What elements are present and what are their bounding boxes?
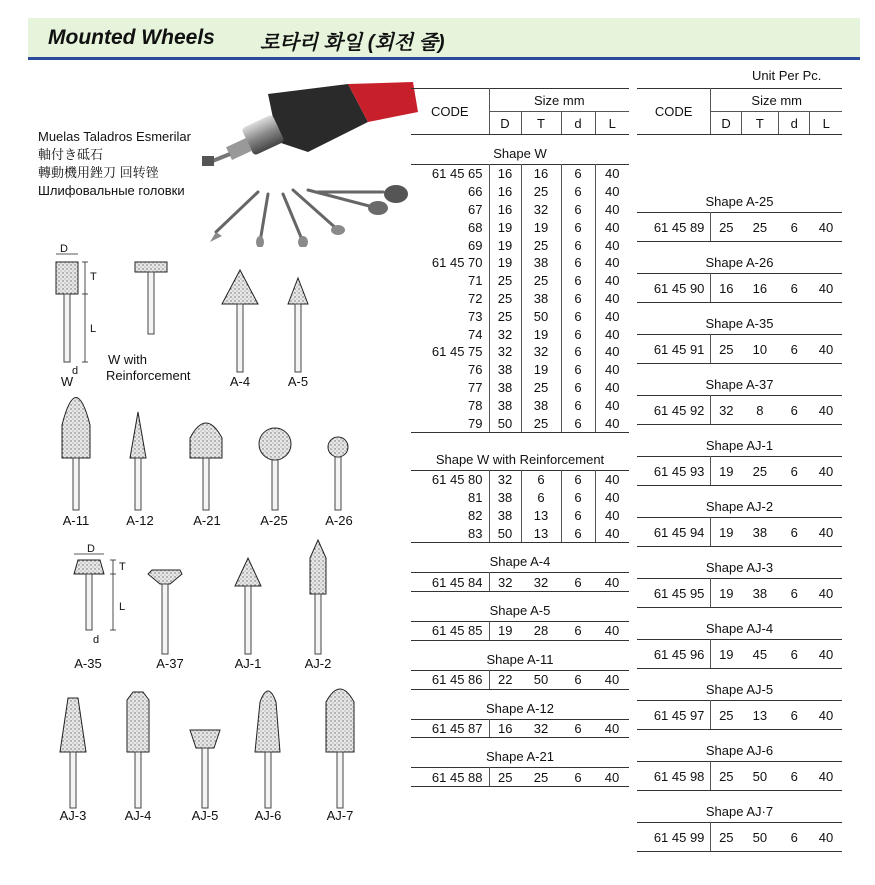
value-cell: 25 (521, 768, 561, 787)
value-cell: 28 (521, 621, 561, 640)
value-cell: 6 (561, 507, 595, 525)
value-cell: 16 (741, 274, 778, 303)
value-cell: 40 (810, 335, 842, 364)
table-row (411, 165, 629, 183)
value-cell: 25 (711, 823, 741, 852)
value-cell: 50 (741, 823, 778, 852)
code-cell: 83 (411, 524, 489, 542)
code-cell: 66 (411, 183, 489, 201)
value-cell: 6 (561, 524, 595, 542)
value-cell: 40 (810, 396, 842, 425)
table-row (411, 507, 629, 525)
value-cell: 40 (605, 290, 620, 306)
value-cell: 25 (711, 213, 741, 242)
section-title: Shape A-5 (411, 591, 629, 621)
value-cell: 22 (489, 670, 521, 689)
table-row (411, 470, 629, 488)
value-cell: 6 (779, 823, 810, 852)
value-cell: 25 (741, 457, 778, 486)
right_table-table (637, 88, 842, 852)
value-cell: 32 (521, 343, 561, 361)
value-cell: 40 (595, 768, 629, 787)
value-cell: 6 (779, 213, 810, 242)
col-header-d: d (779, 112, 810, 135)
value-cell: 32 (711, 396, 741, 425)
code-cell: 61 45 91 (637, 335, 711, 364)
value-cell: 38 (489, 361, 521, 379)
table-row (637, 335, 842, 364)
value-cell: 32 (489, 325, 521, 343)
value-cell: 6 (561, 254, 595, 272)
shape-label-A-4: A-4 (229, 374, 251, 389)
shape-label-AJ-5: AJ-5 (191, 808, 219, 823)
value-cell: 50 (489, 524, 521, 542)
section-title: Shape AJ-4 (637, 608, 842, 640)
shape-label-AJ-1: AJ-1 (234, 656, 262, 671)
code-cell: 61 45 96 (637, 640, 711, 669)
value-cell: 40 (605, 219, 620, 235)
lang-es: Muelas Taladros Esmerilar (38, 129, 191, 144)
table-row (411, 201, 629, 219)
value-cell: 6 (561, 272, 595, 290)
lang-zh: 轉動機用銼刀 回转锉 (38, 165, 159, 180)
value-cell: 25 (521, 236, 561, 254)
value-cell: 16 (489, 165, 521, 183)
value-cell: 45 (741, 640, 778, 669)
value-cell: 6 (521, 470, 561, 488)
code-cell: 78 (411, 396, 489, 414)
value-cell: 6 (779, 701, 810, 730)
value-cell: 16 (489, 201, 521, 219)
size-header: Size mm (711, 89, 842, 112)
section-title: Shape AJ-6 (637, 730, 842, 762)
value-cell: 13 (741, 701, 778, 730)
code-cell: 61 45 75 (411, 343, 489, 361)
code-cell: 61 45 86 (411, 670, 489, 689)
value-cell: 40 (605, 273, 620, 289)
value-cell: 6 (779, 762, 810, 791)
value-cell: 40 (595, 414, 629, 432)
shape-label-AJ-7: AJ-7 (326, 808, 354, 823)
table-row (411, 343, 629, 361)
col-header-L: L (595, 112, 629, 135)
value-cell: 19 (521, 325, 561, 343)
value-cell: 16 (711, 274, 741, 303)
value-cell: 40 (810, 579, 842, 608)
value-cell: 40 (595, 165, 629, 183)
value-cell: 6 (561, 670, 595, 689)
value-cell: 19 (521, 361, 561, 379)
shape-label-AJ-2: AJ-2 (304, 656, 332, 671)
value-cell: 40 (605, 490, 620, 506)
unit-note: Unit Per Pc. (752, 68, 822, 83)
shape-label-A-25: A-25 (260, 513, 288, 528)
shape-label-A-11: A-11 (62, 513, 90, 528)
value-cell: 19 (711, 518, 741, 547)
dim-D-label-1: D (60, 243, 68, 255)
value-cell: 16 (521, 165, 561, 183)
table-row (411, 290, 629, 308)
section-title: Shape A-37 (637, 364, 842, 396)
value-cell: 40 (810, 518, 842, 547)
burr-set-icon (216, 190, 383, 242)
table-row (411, 414, 629, 432)
dim-T-label-1: T (90, 271, 97, 283)
value-cell: 25 (489, 272, 521, 290)
value-cell: 19 (489, 254, 521, 272)
code-cell: 61 45 80 (411, 470, 489, 488)
table-row (637, 579, 842, 608)
value-cell: 40 (810, 274, 842, 303)
value-cell: 40 (605, 397, 620, 413)
code-cell: 81 (411, 489, 489, 507)
value-cell: 50 (521, 670, 561, 689)
section-title: Shape AJ·7 (637, 791, 842, 823)
code-cell: 76 (411, 361, 489, 379)
value-cell: 32 (521, 573, 561, 592)
page-header (28, 18, 860, 60)
value-cell: 6 (561, 236, 595, 254)
code-cell: 74 (411, 325, 489, 343)
value-cell: 6 (561, 307, 595, 325)
table-row (411, 236, 629, 254)
shape-label-A-21: A-21 (193, 513, 221, 528)
value-cell: 38 (521, 290, 561, 308)
shape-label-A-12: A-12 (126, 513, 154, 528)
value-cell: 6 (561, 621, 595, 640)
code-cell: 61 45 99 (637, 823, 711, 852)
dim-D-label-2: D (87, 543, 95, 555)
value-cell: 6 (779, 640, 810, 669)
value-cell: 6 (561, 573, 595, 592)
table-row (637, 640, 842, 669)
table-row (411, 524, 629, 542)
code-cell: 61 45 84 (411, 573, 489, 592)
value-cell: 38 (489, 489, 521, 507)
page-title-en: Mounted Wheels (48, 26, 215, 49)
shape-label-A-37: A-37 (156, 656, 184, 671)
value-cell: 6 (561, 414, 595, 432)
dim-L-label-1: L (90, 323, 97, 335)
value-cell: 32 (521, 201, 561, 219)
value-cell: 40 (595, 524, 629, 542)
code-cell: 79 (411, 414, 489, 432)
value-cell: 19 (521, 218, 561, 236)
value-cell: 40 (605, 255, 620, 271)
code-cell: 61 45 85 (411, 621, 489, 640)
section-title: Shape W with Reinforcement (411, 432, 629, 470)
value-cell: 25 (711, 335, 741, 364)
code-cell: 61 45 90 (637, 274, 711, 303)
table-row (411, 719, 629, 738)
code-cell: 61 45 88 (411, 768, 489, 787)
code-cell: 61 45 94 (637, 518, 711, 547)
section-title: Shape A-12 (411, 689, 629, 719)
table-row (411, 307, 629, 325)
value-cell: 25 (521, 414, 561, 432)
table-row (411, 768, 629, 787)
value-cell: 19 (711, 457, 741, 486)
value-cell: 38 (489, 396, 521, 414)
table-row (411, 670, 629, 689)
section-title: Shape A-25 (705, 194, 774, 209)
size-header: Size mm (489, 89, 629, 112)
table-row (411, 325, 629, 343)
shape-label-W-reinf-1: W with (108, 352, 147, 367)
dim-d-label-2: d (93, 634, 100, 646)
value-cell: 40 (605, 201, 620, 217)
code-cell: 69 (411, 236, 489, 254)
value-cell: 6 (561, 768, 595, 787)
value-cell: 19 (711, 579, 741, 608)
value-cell: 19 (489, 236, 521, 254)
shape-label-A-35: A-35 (74, 656, 102, 671)
table-row (637, 701, 842, 730)
section-title: Shape AJ-1 (637, 425, 842, 457)
language-names (38, 128, 191, 200)
value-cell: 6 (779, 457, 810, 486)
value-cell: 32 (521, 719, 561, 738)
code-cell: 73 (411, 307, 489, 325)
section-title: Shape A-26 (637, 242, 842, 274)
table-row (411, 218, 629, 236)
value-cell: 19 (489, 621, 521, 640)
table-row (411, 254, 629, 272)
value-cell: 6 (561, 218, 595, 236)
shape-label-W: W (60, 374, 74, 389)
value-cell: 40 (595, 573, 629, 592)
table-row (637, 518, 842, 547)
value-cell: 40 (605, 237, 620, 253)
shape-label-A-26: A-26 (325, 513, 353, 528)
value-cell: 6 (561, 396, 595, 414)
value-cell: 25 (489, 307, 521, 325)
value-cell: 6 (561, 489, 595, 507)
table-row (637, 457, 842, 486)
col-header-D: D (489, 112, 521, 135)
code-cell: 82 (411, 507, 489, 525)
table-row (411, 621, 629, 640)
section-title: Shape A-21 (411, 738, 629, 768)
value-cell: 6 (779, 579, 810, 608)
table-row (411, 272, 629, 290)
value-cell: 40 (605, 362, 620, 378)
shape-label-AJ-6: AJ-6 (254, 808, 282, 823)
value-cell: 32 (489, 343, 521, 361)
table-row (637, 213, 842, 242)
value-cell: 6 (561, 290, 595, 308)
table-row (637, 823, 842, 852)
value-cell: 6 (779, 335, 810, 364)
value-cell: 6 (561, 165, 595, 183)
col-header-T: T (741, 112, 778, 135)
lang-ru: Шлифовальные головки (38, 183, 185, 198)
value-cell: 25 (741, 213, 778, 242)
code-cell: 61 45 65 (411, 165, 489, 183)
value-cell: 25 (521, 183, 561, 201)
table-row (411, 573, 629, 592)
value-cell: 25 (521, 272, 561, 290)
value-cell: 13 (521, 524, 561, 542)
code-cell: 61 45 70 (411, 254, 489, 272)
table-row (411, 396, 629, 414)
value-cell: 50 (489, 414, 521, 432)
value-cell: 50 (521, 307, 561, 325)
code-header: CODE (637, 89, 711, 135)
value-cell: 10 (741, 335, 778, 364)
value-cell: 40 (810, 640, 842, 669)
value-cell: 25 (489, 290, 521, 308)
table-row (411, 489, 629, 507)
value-cell: 6 (561, 183, 595, 201)
value-cell: 40 (595, 719, 629, 738)
value-cell: 8 (741, 396, 778, 425)
product-photo (198, 82, 428, 247)
value-cell: 38 (521, 396, 561, 414)
section-title: Shape AJ-5 (637, 669, 842, 701)
code-cell: 67 (411, 201, 489, 219)
value-cell: 40 (605, 379, 620, 395)
value-cell: 19 (489, 218, 521, 236)
value-cell: 6 (561, 325, 595, 343)
code-cell: 61 45 97 (637, 701, 711, 730)
value-cell: 40 (810, 762, 842, 791)
left_table-table (411, 88, 629, 787)
shape-drawings (30, 240, 410, 840)
value-cell: 6 (561, 201, 595, 219)
dim-d-label-1: d (72, 365, 79, 377)
code-cell: 68 (411, 218, 489, 236)
drill-icon (202, 82, 418, 166)
value-cell: 40 (605, 507, 620, 523)
section-title: Shape AJ-3 (637, 547, 842, 579)
dim-L-label-2: L (119, 601, 126, 613)
value-cell: 40 (605, 184, 620, 200)
shape-label-A-5: A-5 (287, 374, 309, 389)
value-cell: 13 (521, 507, 561, 525)
code-cell: 61 45 89 (637, 213, 711, 242)
table-row (637, 274, 842, 303)
value-cell: 6 (779, 274, 810, 303)
value-cell: 40 (595, 470, 629, 488)
value-cell: 6 (561, 379, 595, 397)
value-cell: 40 (595, 621, 629, 640)
value-cell: 25 (711, 701, 741, 730)
value-cell: 40 (810, 701, 842, 730)
col-header-T: T (521, 112, 561, 135)
value-cell: 16 (489, 183, 521, 201)
value-cell: 38 (489, 379, 521, 397)
value-cell: 25 (489, 768, 521, 787)
value-cell: 38 (489, 507, 521, 525)
value-cell: 38 (521, 254, 561, 272)
col-header-d: d (561, 112, 595, 135)
value-cell: 40 (595, 670, 629, 689)
section-title: Shape AJ-2 (637, 486, 842, 518)
section-title: Shape W (493, 146, 547, 161)
code-header: CODE (411, 89, 489, 135)
value-cell: 6 (779, 396, 810, 425)
table-row (637, 762, 842, 791)
value-cell: 50 (741, 762, 778, 791)
code-cell: 61 45 87 (411, 719, 489, 738)
col-header-L: L (810, 112, 842, 135)
value-cell: 6 (779, 518, 810, 547)
value-cell: 6 (561, 343, 595, 361)
value-cell: 16 (489, 719, 521, 738)
code-cell: 61 45 93 (637, 457, 711, 486)
section-title: Shape A-4 (411, 543, 629, 573)
code-cell: 72 (411, 290, 489, 308)
code-cell: 77 (411, 379, 489, 397)
page-title-ko: 로타리 화일 (회전 줄) (260, 32, 445, 54)
value-cell: 40 (605, 308, 620, 324)
lang-ja: 軸付き砥石 (38, 147, 104, 162)
value-cell: 6 (561, 719, 595, 738)
code-cell: 61 45 95 (637, 579, 711, 608)
table-row (411, 379, 629, 397)
table-row (637, 396, 842, 425)
value-cell: 32 (489, 573, 521, 592)
value-cell: 40 (810, 823, 842, 852)
table-row (411, 361, 629, 379)
value-cell: 40 (810, 213, 842, 242)
shape-label-W-reinf-2: Reinforcement (106, 368, 191, 383)
col-header-D: D (711, 112, 741, 135)
value-cell: 32 (489, 470, 521, 488)
value-cell: 38 (741, 579, 778, 608)
table-row (411, 183, 629, 201)
shape-label-AJ-4: AJ-4 (124, 808, 152, 823)
value-cell: 40 (605, 326, 620, 342)
code-cell: 71 (411, 272, 489, 290)
value-cell: 38 (741, 518, 778, 547)
shape-label-AJ-3: AJ-3 (59, 808, 87, 823)
section-title: Shape A-35 (637, 303, 842, 335)
value-cell: 25 (521, 379, 561, 397)
dim-T-label-2: T (119, 561, 126, 573)
value-cell: 6 (561, 361, 595, 379)
section-title: Shape A-11 (411, 640, 629, 670)
code-cell: 61 45 98 (637, 762, 711, 791)
value-cell: 40 (605, 344, 620, 360)
value-cell: 40 (810, 457, 842, 486)
code-cell: 61 45 92 (637, 396, 711, 425)
value-cell: 25 (711, 762, 741, 791)
value-cell: 6 (521, 489, 561, 507)
value-cell: 19 (711, 640, 741, 669)
value-cell: 6 (561, 470, 595, 488)
